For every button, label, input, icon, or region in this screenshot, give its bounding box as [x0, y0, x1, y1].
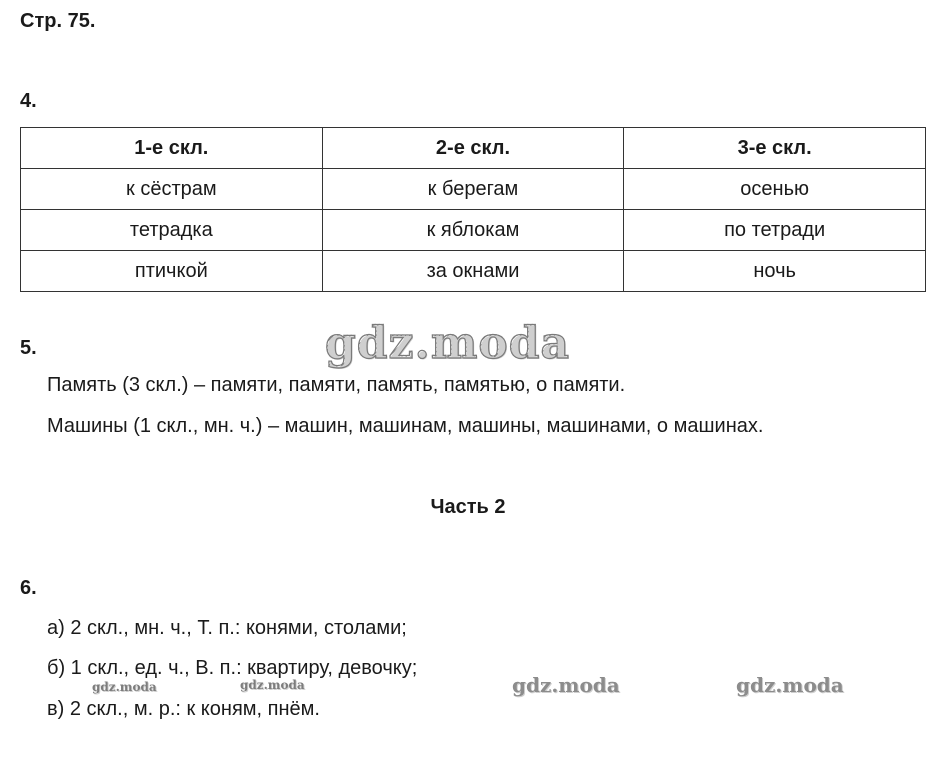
task-6-line: а) 2 скл., мн. ч., Т. п.: конями, столами;	[47, 617, 407, 639]
header-cell: 3-е скл.	[624, 128, 926, 169]
page-title: Стр. 75.	[20, 10, 96, 32]
task-6-line: в) 2 скл., м. р.: к коням, пнём.	[47, 698, 320, 720]
watermark-small: gdz.moda	[240, 678, 305, 692]
header-cell: 1-е скл.	[21, 128, 323, 169]
watermark-mid: gdz.moda	[512, 673, 620, 697]
watermark-logo: gdz.moda	[325, 318, 571, 369]
watermark-mid: gdz.moda	[736, 673, 844, 697]
table-cell: к берегам	[322, 169, 624, 210]
header-cell: 2-е скл.	[322, 128, 624, 169]
table-row	[21, 251, 926, 292]
declension-table	[20, 127, 926, 292]
table-cell: по тетради	[624, 210, 926, 251]
table-cell: ночь	[624, 251, 926, 292]
table-cell: тетрадка	[21, 210, 323, 251]
task-6-number: 6.	[20, 577, 37, 599]
part-title: Часть 2	[430, 496, 506, 518]
table-cell: к сёстрам	[21, 169, 323, 210]
table-cell: за окнами	[322, 251, 624, 292]
table-header-row	[21, 128, 926, 169]
watermark-small: gdz.moda	[92, 680, 157, 694]
task-5-number: 5.	[20, 337, 37, 359]
task-6-line: б) 1 скл., ед. ч., В. п.: квартиру, девочку;	[47, 657, 418, 679]
task-4-number: 4.	[20, 90, 37, 112]
table-cell: птичкой	[21, 251, 323, 292]
task-5-line: Машины (1 скл., мн. ч.) – машин, машинам, машины, машинами, о машинах.	[47, 415, 764, 437]
table-row	[21, 210, 926, 251]
table-row	[21, 169, 926, 210]
task-5-line: Память (3 скл.) – памяти, памяти, память, памятью, о памяти.	[47, 374, 626, 396]
table-cell: к яблокам	[322, 210, 624, 251]
table-cell: осенью	[624, 169, 926, 210]
